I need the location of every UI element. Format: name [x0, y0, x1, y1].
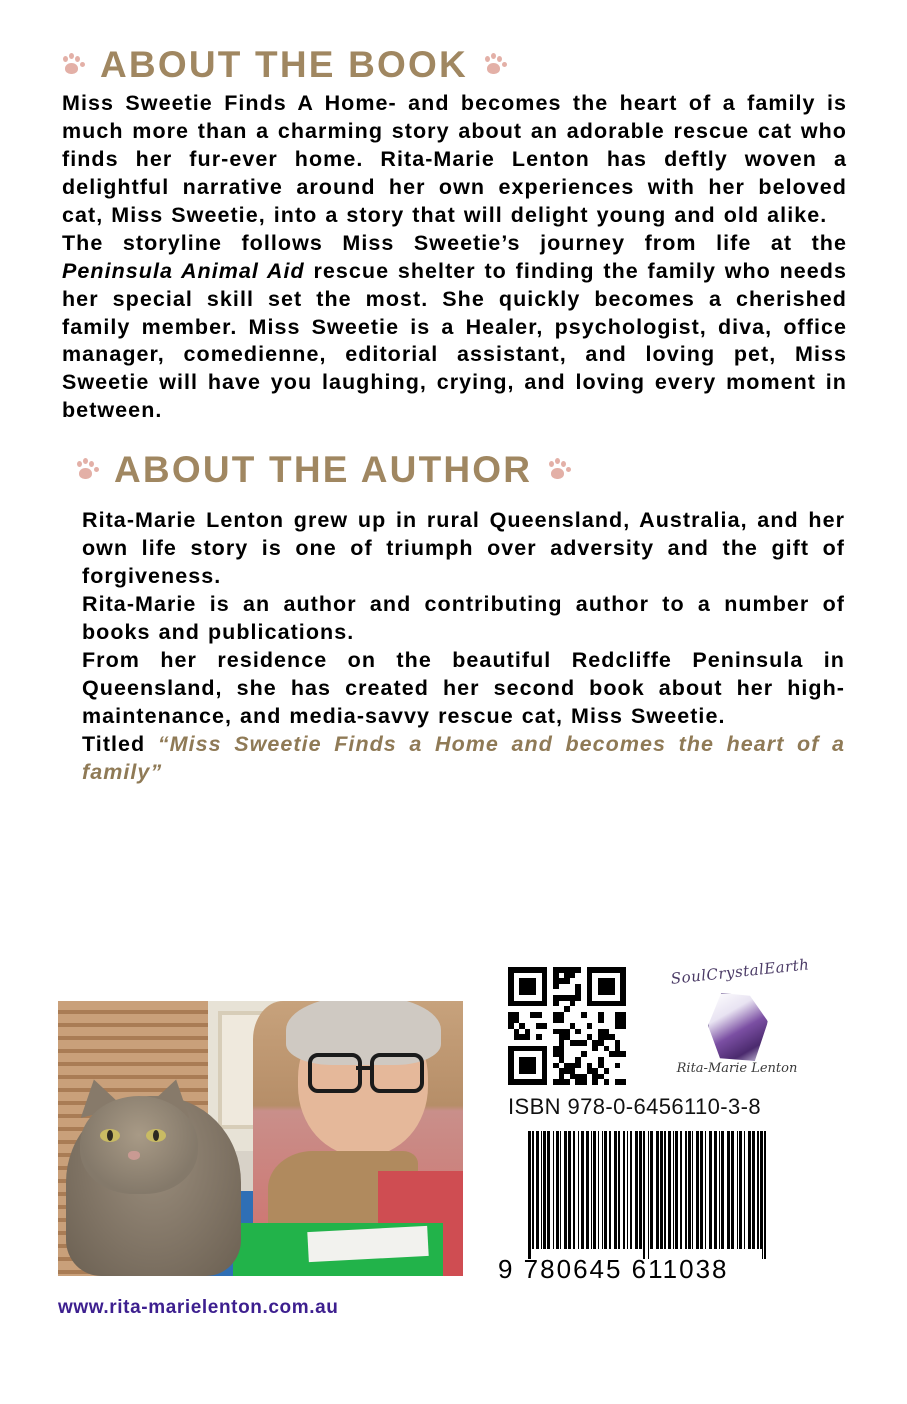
- titled-label: Titled: [82, 731, 158, 756]
- about-book-p2-lead: The storyline follows Miss Sweetie’s journey from life at the: [62, 230, 847, 255]
- paw-print-icon: [70, 453, 104, 487]
- about-book-paragraph-1: Miss Sweetie Finds A Home- and becomes the heart of a family is much more than a charming story about an adorable rescue cat who finds her fur-ever home. Rita-Marie Lenton has deftly woven a delightful narrative around her own experiences with her beloved cat, Miss Sweetie, into a story that will delight young and old alike.: [62, 91, 847, 227]
- white-paper: [307, 1226, 428, 1262]
- author-photo-scene: [58, 1001, 463, 1276]
- about-the-author-heading-row: [56, 449, 851, 491]
- author-photo: [58, 1001, 463, 1276]
- paw-print-icon: [478, 48, 512, 82]
- logo-author-name: Rita-Marie Lenton: [676, 1061, 798, 1076]
- book-title-line: [82, 731, 845, 787]
- shelter-name: Peninsula Animal Aid: [62, 258, 305, 283]
- about-author-paragraph-2: Rita-Marie is an author and contributing author to a number of books and publications.: [82, 592, 845, 644]
- eyeglasses-icon: [308, 1053, 423, 1087]
- about-the-author-text: [56, 507, 851, 786]
- lower-section: [0, 949, 907, 1404]
- cat-head: [80, 1096, 198, 1194]
- publisher-logo: [669, 955, 811, 1086]
- qr-code[interactable]: [508, 967, 626, 1085]
- paw-print-icon: [542, 453, 576, 487]
- logo-arc-text: SoulCrystalEarth: [669, 955, 811, 988]
- about-book-paragraph-2: [62, 230, 847, 426]
- website-link[interactable]: www.rita-marielenton.com.au: [58, 1297, 339, 1318]
- about-the-author-title: ABOUT THE AUTHOR: [114, 449, 533, 491]
- isbn-text: ISBN 978-0-6456110-3-8: [508, 1094, 761, 1119]
- cat-nose: [128, 1151, 140, 1160]
- titled-book-name: “Miss Sweetie Finds a Home and becomes the heart of a family”: [82, 731, 846, 784]
- cat-eye-right: [146, 1129, 166, 1142]
- about-the-book-title: ABOUT THE BOOK: [100, 44, 468, 85]
- barcode-digits: 9 780645 611038: [498, 1254, 729, 1284]
- isbn-barcode: [528, 1131, 766, 1259]
- back-cover-page: [0, 44, 907, 1404]
- paw-print-icon: [56, 48, 90, 82]
- about-the-book-heading-row: [56, 44, 851, 86]
- cat-eye-left: [100, 1129, 120, 1142]
- about-book-p2-rest: rescue shelter to finding the family who needs her special skill set the most. She quickly becomes a cherished family member. Miss Sweetie is a Healer, psychologist, diva, office manager, comedienne, editorial assistant, and loving pet, Miss Sweetie will have you laughing, crying, and loving every moment in between.: [62, 258, 847, 423]
- about-author-paragraph-3: From her residence on the beautiful Redcliffe Peninsula in Queensland, she has created her second book about her high-maintenance, and media-savvy rescue cat, Miss Sweetie.: [82, 647, 845, 728]
- about-author-paragraph-1: Rita-Marie Lenton grew up in rural Queensland, Australia, and her own life story is one of triumph over adversity and the gift of forgiveness.: [82, 508, 845, 589]
- about-the-book-text: [56, 90, 851, 425]
